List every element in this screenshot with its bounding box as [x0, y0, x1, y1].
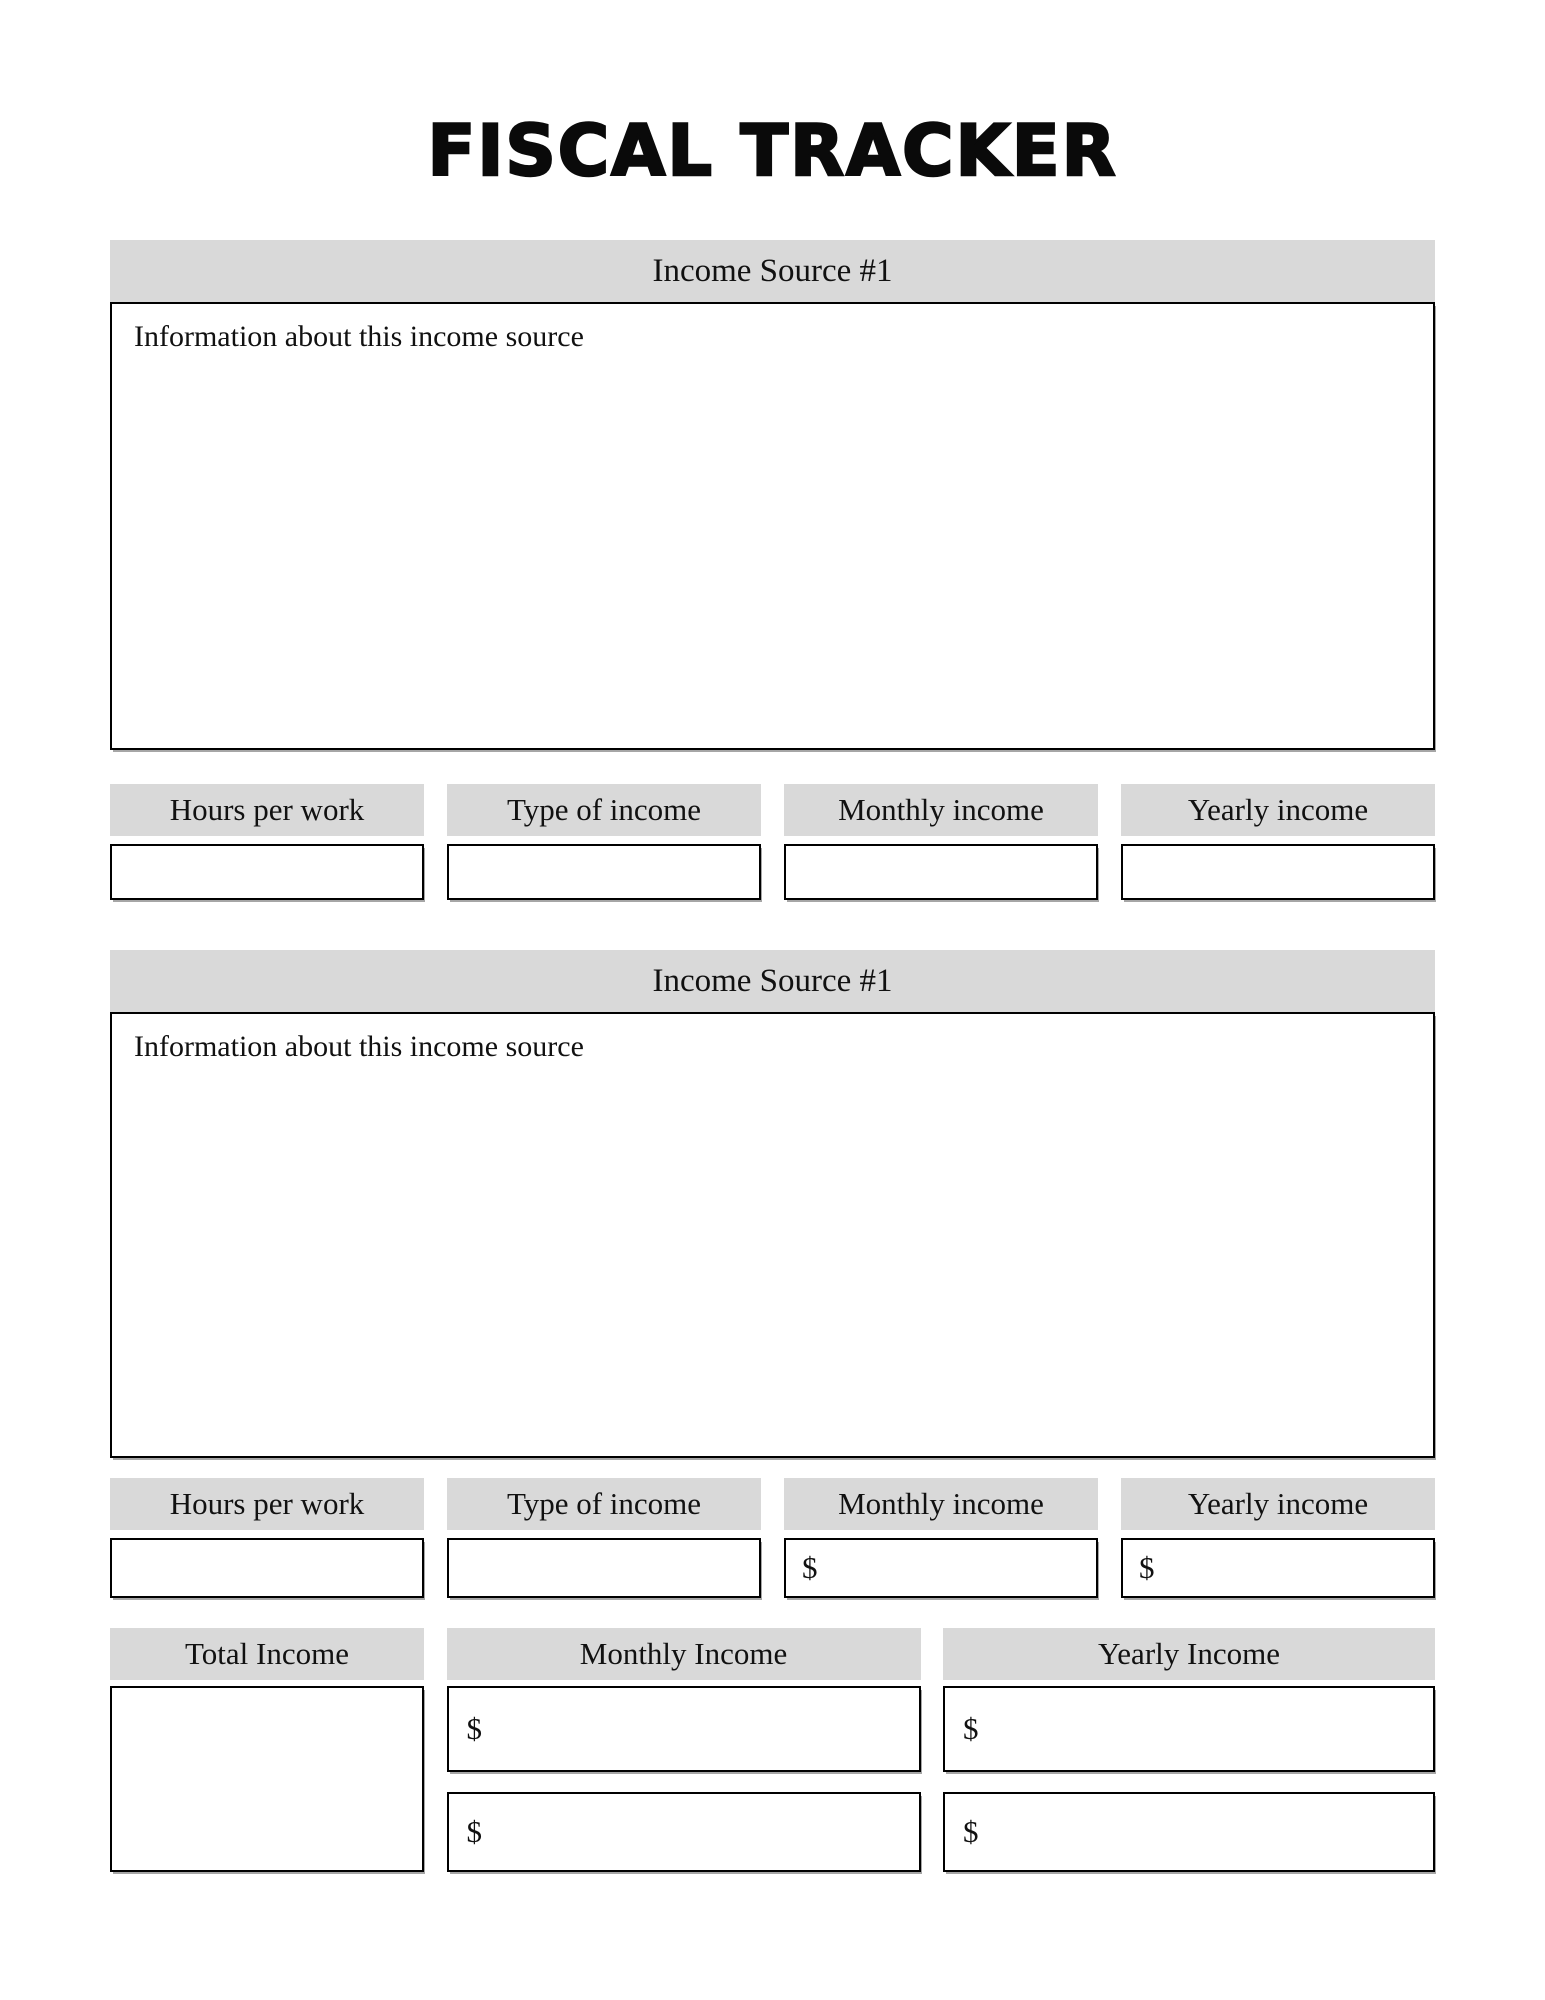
section-2-type-of-income-input[interactable] — [447, 1538, 761, 1598]
section-2-hours-per-work-input[interactable] — [110, 1538, 424, 1598]
section-1-monthly-column — [784, 784, 1098, 900]
section-1-yearly-income-label: Yearly income — [1121, 784, 1435, 836]
section-1-hours-per-work-label: Hours per work — [110, 784, 424, 836]
section-1-yearly-income-input[interactable] — [1121, 844, 1435, 900]
section-1-type-of-income-input[interactable] — [447, 844, 761, 900]
section-1-monthly-income-label: Monthly income — [784, 784, 1098, 836]
yearly-income-input-2[interactable]: $ — [943, 1792, 1435, 1872]
section-2-monthly-income-label: Monthly income — [784, 1478, 1098, 1530]
yearly-income-label: Yearly Income — [943, 1628, 1435, 1680]
section-1-header — [110, 240, 1435, 302]
section-2-yearly-income-input[interactable]: $ — [1121, 1538, 1435, 1598]
monthly-income-label: Monthly Income — [447, 1628, 921, 1680]
section-2-info-placeholder: Information about this income source — [134, 1030, 584, 1063]
section-1-hours-column — [110, 784, 424, 900]
monthly-income-input-1[interactable]: $ — [447, 1686, 921, 1772]
section-1-monthly-income-input[interactable] — [784, 844, 1098, 900]
total-income-label: Total Income — [110, 1628, 424, 1680]
section-2-header — [110, 950, 1435, 1012]
section-2-hours-column — [110, 1478, 424, 1598]
total-income-input[interactable] — [110, 1686, 424, 1872]
section-1-yearly-column — [1121, 784, 1435, 900]
yearly-income-input-1[interactable]: $ — [943, 1686, 1435, 1772]
income-section-2 — [110, 950, 1435, 1598]
totals-section — [110, 1628, 1435, 1872]
section-1-header-label: Income Source #1 — [652, 252, 893, 289]
income-section-1 — [110, 240, 1435, 900]
section-2-columns — [110, 1478, 1435, 1598]
total-income-column — [110, 1628, 424, 1872]
monthly-income-column — [447, 1628, 921, 1872]
section-2-monthly-income-input[interactable]: $ — [784, 1538, 1098, 1598]
section-1-columns — [110, 784, 1435, 900]
section-2-monthly-column — [784, 1478, 1098, 1598]
section-2-yearly-income-label: Yearly income — [1121, 1478, 1435, 1530]
yearly-income-column — [943, 1628, 1435, 1872]
section-2-yearly-column — [1121, 1478, 1435, 1598]
section-1-type-of-income-label: Type of income — [447, 784, 761, 836]
section-1-type-column — [447, 784, 761, 900]
section-1-info-placeholder: Information about this income source — [134, 320, 584, 353]
section-1-info-textarea[interactable] — [110, 302, 1435, 750]
monthly-income-input-2[interactable]: $ — [447, 1792, 921, 1872]
section-2-hours-per-work-label: Hours per work — [110, 1478, 424, 1530]
page-title: FISCAL TRACKER — [427, 110, 1118, 192]
section-2-type-of-income-label: Type of income — [447, 1478, 761, 1530]
section-2-header-label: Income Source #1 — [652, 962, 893, 999]
section-1-hours-per-work-input[interactable] — [110, 844, 424, 900]
section-2-type-column — [447, 1478, 761, 1598]
section-2-info-textarea[interactable] — [110, 1012, 1435, 1458]
